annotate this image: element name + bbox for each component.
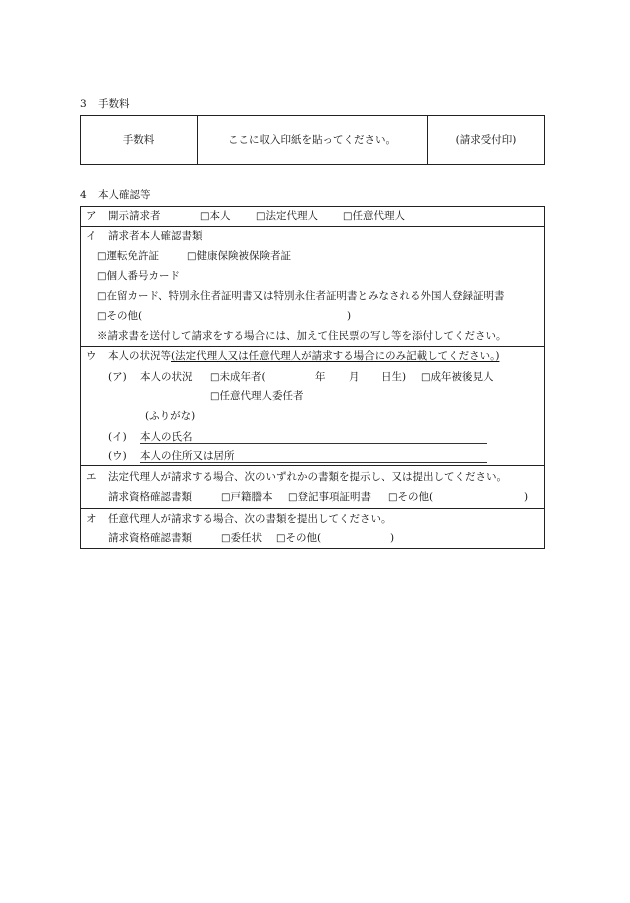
revenue-stamp-area: ここに収入印紙を貼ってください。 (228, 134, 396, 146)
row-divider (80, 346, 545, 347)
checkbox-delegator[interactable]: □ 任意代理人委任者 (210, 391, 303, 402)
principal-address-field[interactable] (140, 462, 487, 463)
row-e-marker: エ (86, 471, 97, 483)
row-divider (80, 226, 545, 227)
voluntary-agent-doc-label: 請求資格確認書類 (108, 532, 192, 544)
sub-a-marker: (ア) (108, 371, 127, 383)
sub-i-marker: (イ) (108, 431, 127, 443)
section-3-number: 3 (80, 98, 87, 110)
principal-name-label: 本人の氏名 (140, 431, 193, 443)
checkbox-family-register[interactable]: □ 戸籍謄本 (221, 492, 272, 503)
legal-other-close: ) (524, 491, 529, 503)
row-divider (80, 465, 545, 466)
section-4-heading (80, 190, 151, 201)
section-4-number: 4 (80, 189, 87, 201)
row-a-marker: ア (86, 210, 97, 222)
checkbox-registry-certificate[interactable]: □ 登記事項証明書 (288, 492, 371, 503)
checkbox-health-insurance[interactable]: □ 健康保険被保険者証 (187, 251, 291, 262)
other-id-close: ) (347, 310, 352, 322)
checkbox-my-number-card[interactable]: □ 個人番号カード (97, 271, 180, 282)
checkbox-voluntary-other[interactable]: □ その他( (276, 533, 321, 544)
fee-label: 手数料 (122, 134, 155, 146)
birth-day-label: 日生) (381, 371, 407, 383)
furigana-label: (ふりがな) (145, 410, 196, 422)
legal-agent-instruction: 法定代理人が請求する場合、次のいずれかの書類を提示し、又は提出してください。 (108, 471, 507, 483)
principal-status-heading (108, 351, 499, 362)
section-3-heading (80, 99, 130, 110)
checkbox-adult-ward[interactable]: □ 成年被後見人 (421, 372, 493, 383)
principal-status-sublabel: 本人の状況 (140, 371, 193, 383)
section-4-title: 本人確認等 (98, 189, 151, 201)
sub-u-marker: (ウ) (108, 450, 127, 462)
section-3-title: 手数料 (98, 98, 130, 110)
checkbox-minor[interactable]: □ 未成年者( (210, 372, 266, 383)
voluntary-agent-instruction: 任意代理人が請求する場合、次の書類を提出してください。 (108, 513, 392, 525)
principal-address-label: 本人の住所又は居所 (140, 450, 235, 462)
birth-year-label: 年 (315, 371, 326, 383)
row-divider (80, 508, 545, 509)
principal-status-label: 本人の状況等 (108, 350, 171, 362)
checkbox-self[interactable]: □ 本人 (200, 211, 230, 222)
checkbox-legal-other[interactable]: □ その他( (388, 492, 433, 503)
checkbox-residence-card[interactable]: □ 在留カード、特別永住者証明書又は特別永住者証明書とみなされる外国人登録証明書 (97, 291, 505, 302)
row-u-marker: ウ (86, 350, 97, 362)
checkbox-power-of-attorney[interactable]: □ 委任状 (221, 533, 262, 544)
row-o-marker: オ (86, 513, 97, 525)
checkbox-drivers-license[interactable]: □ 運転免許証 (97, 251, 159, 262)
legal-agent-doc-label: 請求資格確認書類 (108, 491, 192, 503)
requester-label: 開示請求者 (108, 210, 161, 222)
mail-note: ※請求書を送付して請求をする場合には、加えて住民票の写し等を添付してください。 (97, 330, 507, 342)
checkbox-legal-agent[interactable]: □ 法定代理人 (256, 211, 318, 222)
principal-name-field[interactable] (140, 443, 487, 444)
receipt-stamp-area: (請求受付印) (455, 134, 517, 146)
voluntary-other-close: ) (390, 532, 395, 544)
id-documents-label: 請求者本人確認書類 (108, 230, 203, 242)
checkbox-voluntary-agent[interactable]: □ 任意代理人 (343, 211, 405, 222)
checkbox-other-id[interactable]: □ その他( (97, 311, 142, 322)
principal-status-note: (法定代理人又は任意代理人が請求する場合にのみ記載してください。) (171, 350, 500, 362)
birth-month-label: 月 (349, 371, 360, 383)
row-i-marker: イ (86, 230, 97, 242)
